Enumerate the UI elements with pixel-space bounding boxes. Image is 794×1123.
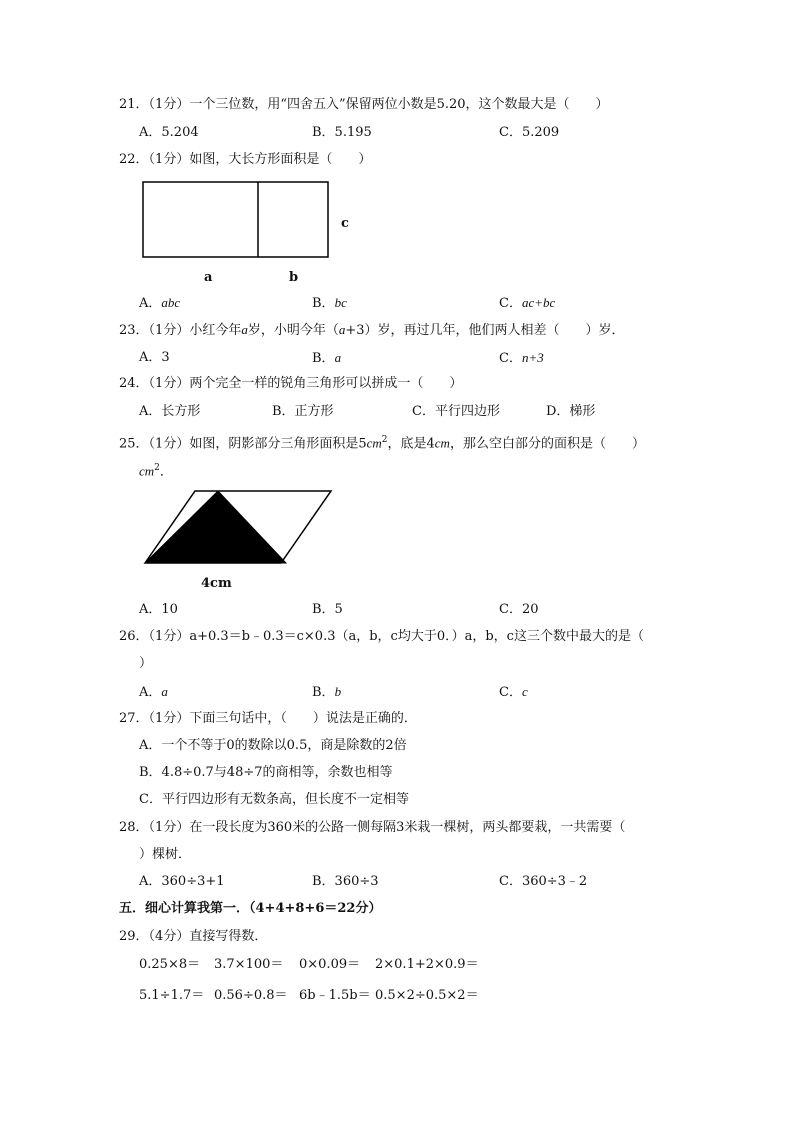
q25-text: 25．（1分）如图，阴影部分三角形面积是$5cm^2$，底是4cm，那么空白部分的面积是（ ） <box>119 435 645 452</box>
q22-text: 22．（1分）如图，大长方形面积是（ ） <box>119 152 372 167</box>
q25-text-line2: $cm^2$． <box>139 463 173 480</box>
q27-option-c: C．平行四边形有无数条高，但长度不一定相等 <box>139 792 409 807</box>
q25-base-label: 4cm <box>201 576 232 591</box>
q29-item-2: 3.7×100＝ <box>214 957 284 972</box>
q29-item-5: 5.1÷1.7＝ <box>139 988 205 1003</box>
q22-label-b: b <box>289 270 299 285</box>
q24-option-a: A．长方形 <box>139 404 201 419</box>
q26-text: 26．（1分）a+0.3＝b﹣0.3＝c×0.3（a，b，c均大于0．）a，b，c这三个数中最大的是（ <box>119 629 644 644</box>
q21-option-a: A．5.204 <box>139 125 199 140</box>
q21-option-b: B．5.195 <box>312 125 372 140</box>
q29-item-7: 6b﹣1.5b＝ <box>299 988 371 1003</box>
q26-option-c: C．c <box>499 684 528 700</box>
q27-option-a: A．一个不等于0的数除以0.5，商是除数的2倍 <box>139 738 407 753</box>
q29-item-4: 2×0.1+2×0.9＝ <box>375 957 479 972</box>
q22-big-rectangle <box>143 182 328 257</box>
q25-option-c: C．20 <box>499 602 539 617</box>
q25-option-a: A．10 <box>139 602 178 617</box>
q24-option-c: C．平行四边形 <box>412 404 500 419</box>
q22-rectangle-figure <box>142 181 332 261</box>
q29-text: 29．（4分）直接写得数． <box>119 929 268 944</box>
q28-option-a: A．360÷3+1 <box>139 874 225 889</box>
q21-text: 21．（1分）一个三位数，用“四舍五入”保留两位小数是5.20，这个数最大是（ ） <box>119 97 609 112</box>
q25-option-b: B．5 <box>312 602 343 617</box>
q28-text: 28．（1分）在一段长度为360米的公路一侧每隔3米栽一棵树，两头都要栽，一共需要（ <box>119 820 626 835</box>
q24-text: 24．（1分）两个完全一样的锐角三角形可以拼成一（ ） <box>119 376 463 391</box>
q22-label-a: a <box>204 270 213 285</box>
q29-item-1: 0.25×8＝ <box>139 957 201 972</box>
section-5-heading: 五．细心计算我第一．（4+4+8+6＝22分） <box>119 901 382 916</box>
q23-option-c: C．n+3 <box>499 350 544 366</box>
q27-option-b: B．4.8÷0.7与48÷7的商相等，余数也相等 <box>139 765 393 780</box>
q26-option-b: B．b <box>312 684 342 700</box>
q28-option-c: C．360÷3﹣2 <box>499 874 588 889</box>
q26-text-line2: ） <box>139 656 153 671</box>
q26-option-a: A．a <box>139 684 168 700</box>
q22-option-c: C．ac+bc <box>499 295 556 311</box>
q29-item-6: 0.56÷0.8＝ <box>214 988 288 1003</box>
q27-text: 27．（1分）下面三句话中，（ ）说法是正确的． <box>119 711 417 726</box>
q24-option-d: D．梯形 <box>546 404 596 419</box>
q29-item-8: 0.5×2÷0.5×2＝ <box>375 988 479 1003</box>
q21-option-c: C．5.209 <box>499 125 560 140</box>
q22-option-a: A．abc <box>139 295 181 311</box>
q22-label-c: c <box>341 216 349 231</box>
q24-option-b: B．正方形 <box>272 404 334 419</box>
q23-option-a: A．3 <box>139 350 170 365</box>
q25-parallelogram-figure <box>143 489 335 567</box>
q28-option-b: B．360÷3 <box>312 874 379 889</box>
q23-text: 23．（1分）小红今年a岁，小明今年（a+3）岁，再过几年，他们两人相差（ ）岁． <box>119 322 625 338</box>
q29-item-3: 0×0.09＝ <box>299 957 361 972</box>
q23-option-b: B．a <box>312 350 342 366</box>
q28-text-line2: ）棵树． <box>139 847 192 862</box>
q22-option-b: B．bc <box>312 295 347 311</box>
